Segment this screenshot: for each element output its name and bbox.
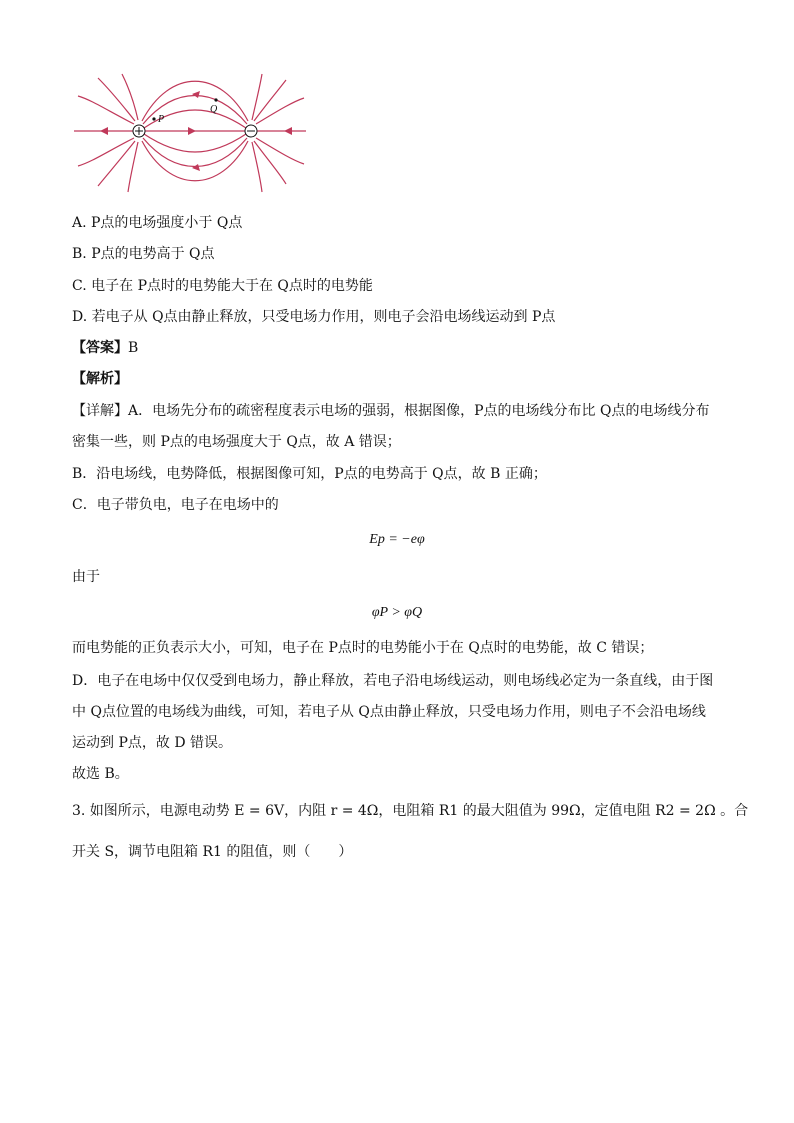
- field-ray-neg-4: [256, 138, 304, 164]
- arrow-axis-right: [284, 127, 292, 135]
- option-b: B. P点的电势高于 Q点: [72, 246, 215, 262]
- field-ray-pos-3: [122, 74, 138, 120]
- arrow-arc-top: [192, 91, 200, 98]
- field-lines-diagram: [70, 72, 310, 194]
- label-p: P: [158, 114, 165, 125]
- field-ray-neg-2: [254, 80, 286, 121]
- arrow-axis-mid: [188, 127, 196, 135]
- point-q-dot: [214, 98, 217, 101]
- field-ray-pos-6: [128, 142, 138, 192]
- answer-label: 【答案】: [72, 340, 128, 356]
- field-ray-neg-5: [254, 141, 286, 184]
- answer-value: B: [128, 340, 139, 356]
- analysis-line-4: C．电子带负电，电子在电场中的: [72, 497, 279, 513]
- question-3-line-2: 开关 S，调节电阻箱 R1 的阻值，则（ ）: [72, 844, 353, 860]
- analysis-label: 【解析】: [72, 371, 128, 387]
- analysis-line-7: D．电子在电场中仅仅受到电场力，静止释放，若电子沿电场线运动，则电场线必定为一条直线，由于图: [72, 673, 714, 689]
- arrow-axis-left: [100, 127, 108, 135]
- option-c: C. 电子在 P点时的电势能大于在 Q点时的电势能: [72, 278, 373, 294]
- analysis-line-5: 由于: [72, 569, 100, 585]
- analysis-line-2: 密集一些，则 P点的电场强度大于 Q点，故 A 错误；: [72, 434, 401, 450]
- analysis-line-1: 【详解】A．电场先分布的疏密程度表示电场的强弱，根据图像，P点的电场线分布比 Q点的电场线分布: [72, 403, 710, 419]
- equation-1: Ep = −eφ: [369, 532, 425, 547]
- field-ray-neg-1: [256, 98, 304, 124]
- point-p-dot: [152, 117, 155, 120]
- positive-charge: [133, 125, 145, 137]
- question-3-line-1: 3. 如图所示，电源电动势 E = 6V，内阻 r = 4Ω，电阻箱 R1 的最大阻值为 99Ω，定值电阻 R2 = 2Ω 。合: [72, 803, 749, 819]
- option-d: D. 若电子从 Q点由静止释放，只受电场力作用，则电子会沿电场线运动到 P点: [72, 309, 556, 325]
- analysis-line-9: 运动到 P点，故 D 错误。: [72, 735, 232, 751]
- answer-line: [72, 338, 138, 358]
- arrow-arc-bottom: [192, 164, 200, 171]
- analysis-line-8: 中 Q点位置的电场线为曲线，可知，若电子从 Q点由静止释放，只受电场力作用，则电子不会沿电场线: [72, 704, 706, 720]
- equation-2: φP > φQ: [371, 605, 423, 620]
- analysis-line-10: 故选 B。: [72, 766, 129, 782]
- field-arc-bottom-1: [144, 134, 246, 152]
- option-a: A. P点的电场强度小于 Q点: [72, 215, 243, 231]
- label-q: Q: [210, 104, 218, 115]
- analysis-line-6: 而电势能的正负表示大小，可知，电子在 P点时的电势能小于在 Q点时的电势能，故 C 错误；: [72, 640, 654, 656]
- field-arc-bottom-3: [142, 141, 248, 181]
- negative-charge: [245, 125, 257, 137]
- analysis-line-3: B．沿电场线，电势降低，根据图像可知，P点的电势高于 Q点，故 B 正确；: [72, 466, 547, 482]
- electric-field-figure: [70, 72, 310, 194]
